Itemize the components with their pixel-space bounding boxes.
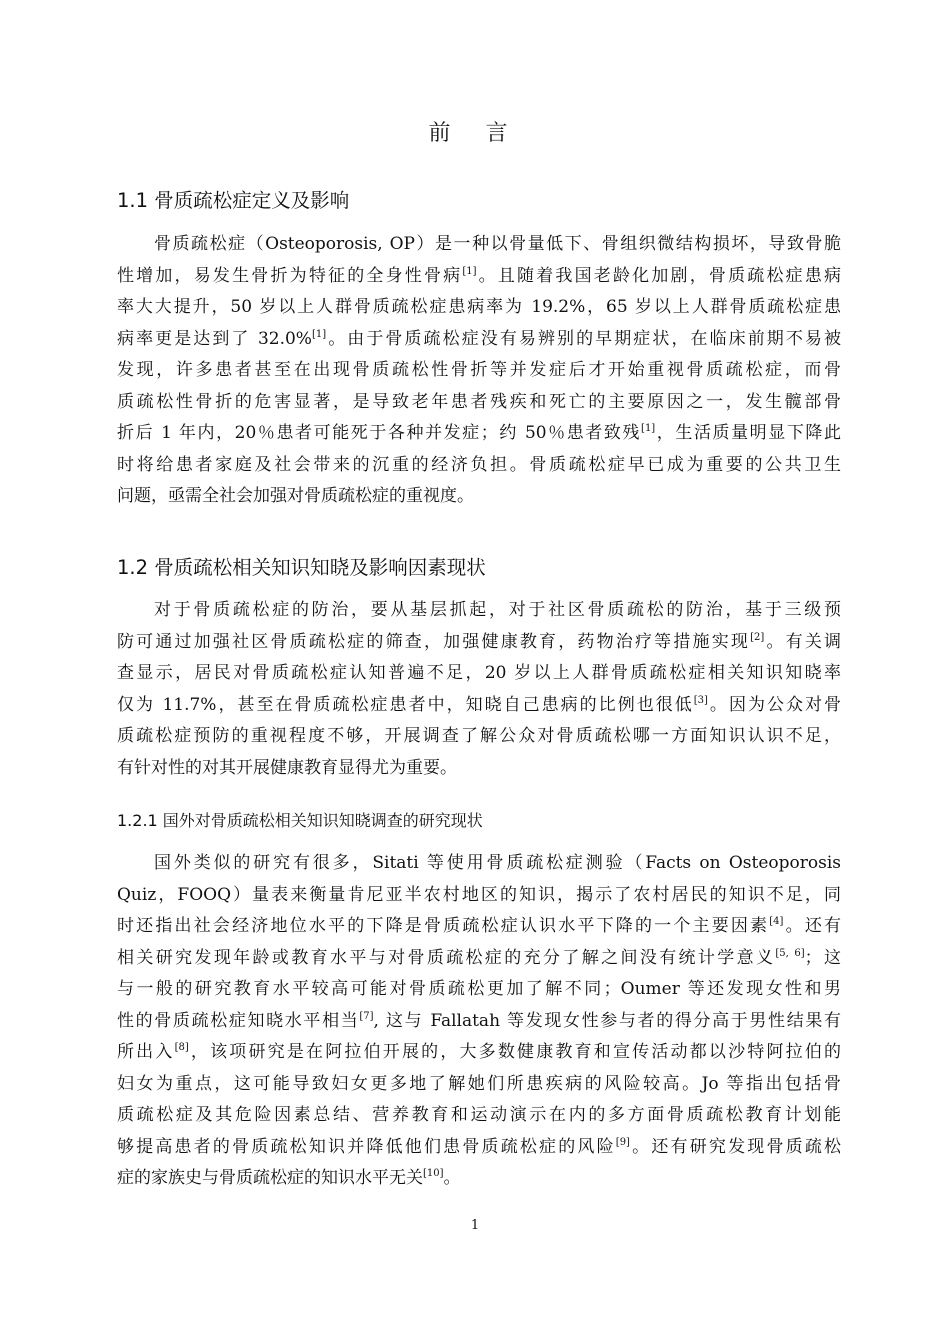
page-number: 1: [470, 1218, 480, 1233]
text-run: 国外类似的研究有很多，Sitati 等使用骨质疏松症测验（Facts on Osteoporosis: [154, 853, 841, 873]
paragraph-line: [117, 1006, 841, 1038]
paragraph-line: [117, 1037, 841, 1069]
text-run: 病率更是达到了 32.0%: [117, 328, 312, 349]
paragraph-line: [117, 481, 841, 513]
paragraph-line: [117, 1069, 841, 1101]
text-run: 性的骨质疏松症知晓水平相当: [117, 1010, 360, 1031]
text-run: 有针对性的对其开展健康教育显得尤为重要。: [117, 757, 457, 778]
paragraph-line: [117, 1132, 841, 1164]
text-run: 症的家族史与骨质疏松症的知识水平无关: [117, 1168, 423, 1188]
paragraph-1-2: [117, 595, 841, 784]
paragraph-line: [117, 627, 841, 659]
paragraph-line: [117, 595, 841, 627]
citation-marker: [4]: [769, 916, 784, 927]
paragraph-line: [117, 721, 841, 753]
text-run: 。且随着我国老龄化加剧，骨质疏松症患病: [476, 265, 842, 286]
text-run: 仅为 11.7%，甚至在骨质疏松症患者中，知晓自己患病的比例也很低: [117, 694, 694, 715]
text-run: 折后 1 年内，20％患者可能死于各种并发症；约 50％患者致残: [117, 423, 642, 443]
citation-marker: [9]: [615, 1136, 630, 1148]
paragraph-line: [117, 324, 841, 356]
paragraph-line: [117, 418, 841, 450]
text-run: 质疏松症及其危险因素总结、营养教育和运动演示在内的多方面骨质疏松教育计划能: [117, 1105, 841, 1125]
text-run: 。因为公众对骨: [707, 694, 842, 715]
citation-marker: [7]: [359, 1010, 374, 1022]
paragraph-line: [117, 387, 841, 419]
paragraph-1-1: [117, 229, 841, 513]
text-run: 。还有: [783, 916, 842, 936]
text-run: 妇女为重点，这可能导致妇女更多地了解她们所患疾病的风险较高。Jo 等指出包括骨: [117, 1073, 841, 1094]
paragraph-line: [117, 292, 841, 324]
text-run: 时将给患者家庭及社会带来的沉重的经济负担。骨质疏松症早已成为重要的公共卫生: [117, 454, 841, 475]
citation-marker: [8]: [174, 1042, 189, 1053]
paragraph-line: [117, 753, 841, 785]
text-run: ，生活质量明显下降此: [655, 423, 841, 443]
text-run: 时还指出社会经济地位水平的下降是骨质疏松症认识水平下降的一个主要因素: [117, 916, 770, 936]
text-run: ，该项研究是在阿拉伯开展的，大多数健康教育和宣传活动都以沙特阿拉伯的: [188, 1042, 842, 1062]
paragraph-line: [117, 658, 841, 690]
paragraph-line: [117, 943, 841, 975]
text-run: 与一般的研究教育水平较高可能对骨质疏松更加了解不同；Oumer 等还发现女性和男: [117, 979, 841, 999]
citation-marker: [3]: [693, 694, 708, 706]
paragraph-line: [117, 1163, 841, 1195]
paragraph-line: [117, 355, 841, 387]
citation-marker: [10]: [423, 1168, 444, 1179]
text-run: 相关研究发现年龄或教育水平与对骨质疏松症的充分了解之间没有统计学意义: [117, 947, 776, 968]
text-run: 。有关调: [764, 631, 842, 652]
citation-marker: [2]: [750, 631, 765, 643]
text-run: 质疏松性骨折的危害显著，是导致老年患者残疾和死亡的主要原因之一，发生髋部骨: [117, 391, 841, 412]
text-run: 质疏松症预防的重视程度不够，开展调查了解公众对骨质疏松哪一方面知识认识不足，: [117, 726, 841, 746]
text-run: , 这与 Fallatah 等发现女性参与者的得分高于男性结果有: [373, 1010, 841, 1031]
section-heading-1-1: 1.1 骨质疏松症定义及影响: [117, 189, 350, 212]
text-run: 发现，许多患者甚至在出现骨质疏松性骨折等并发症后才开始重视骨质疏松症，而骨: [117, 360, 841, 380]
citation-marker: [1]: [641, 423, 656, 434]
text-run: 查显示，居民对骨质疏松症认知普遍不足，20 岁以上人群骨质疏松症相关知识知晓率: [117, 663, 841, 683]
paragraph-line: [117, 450, 841, 482]
paragraph-line: [117, 261, 841, 293]
section-heading-1-2: 1.2 骨质疏松相关知识知晓及影响因素现状: [117, 556, 486, 579]
text-run: 问题，亟需全社会加强对骨质疏松症的重视度。: [117, 486, 474, 506]
paragraph-line: [117, 974, 841, 1006]
text-run: 防可通过加强社区骨质疏松症的筛查，加强健康教育，药物治疗等措施实现: [117, 631, 751, 652]
text-run: Quiz，FOOQ）量表来衡量肯尼亚半农村地区的知识，揭示了农村居民的知识不足，同: [117, 884, 841, 905]
text-run: 骨质疏松症（Osteoporosis, OP）是一种以骨量低下、骨组织微结构损坏，导致骨脆: [154, 234, 841, 254]
paragraph-line: [117, 911, 841, 943]
paragraph-line: [117, 1100, 841, 1132]
text-run: 。还有研究发现骨质疏松: [629, 1136, 841, 1157]
paragraph-line: [117, 690, 841, 722]
text-run: 。由于骨质疏松症没有易辨别的早期症状，在临床前期不易被: [326, 328, 841, 349]
text-run: 。: [443, 1168, 461, 1188]
citation-marker: [1]: [462, 265, 477, 277]
text-run: 对于骨质疏松症的防治，要从基层抓起，对于社区骨质疏松的防治，基于三级预: [154, 600, 841, 620]
section-heading-1-2-1: 1.2.1 国外对骨质疏松相关知识知晓调查的研究现状: [117, 811, 483, 830]
text-run: ；这: [804, 947, 842, 968]
text-run: 率大大提升，50 岁以上人群骨质疏松症患病率为 19.2%，65 岁以上人群骨质疏松症患: [117, 297, 841, 317]
page-title: 前 言: [428, 121, 522, 146]
paragraph-1-2-1: [117, 848, 841, 1195]
citation-marker: [5, 6]: [775, 947, 805, 959]
citation-marker: [1]: [311, 328, 327, 340]
text-run: 所出入: [117, 1042, 175, 1062]
text-run: 够提高患者的骨质疏松知识并降低他们患骨质疏松症的风险: [117, 1136, 616, 1157]
text-run: 性增加，易发生骨折为特征的全身性骨病: [117, 265, 463, 286]
paragraph-line: [117, 848, 841, 880]
paragraph-line: [117, 229, 841, 261]
paragraph-line: [117, 880, 841, 912]
